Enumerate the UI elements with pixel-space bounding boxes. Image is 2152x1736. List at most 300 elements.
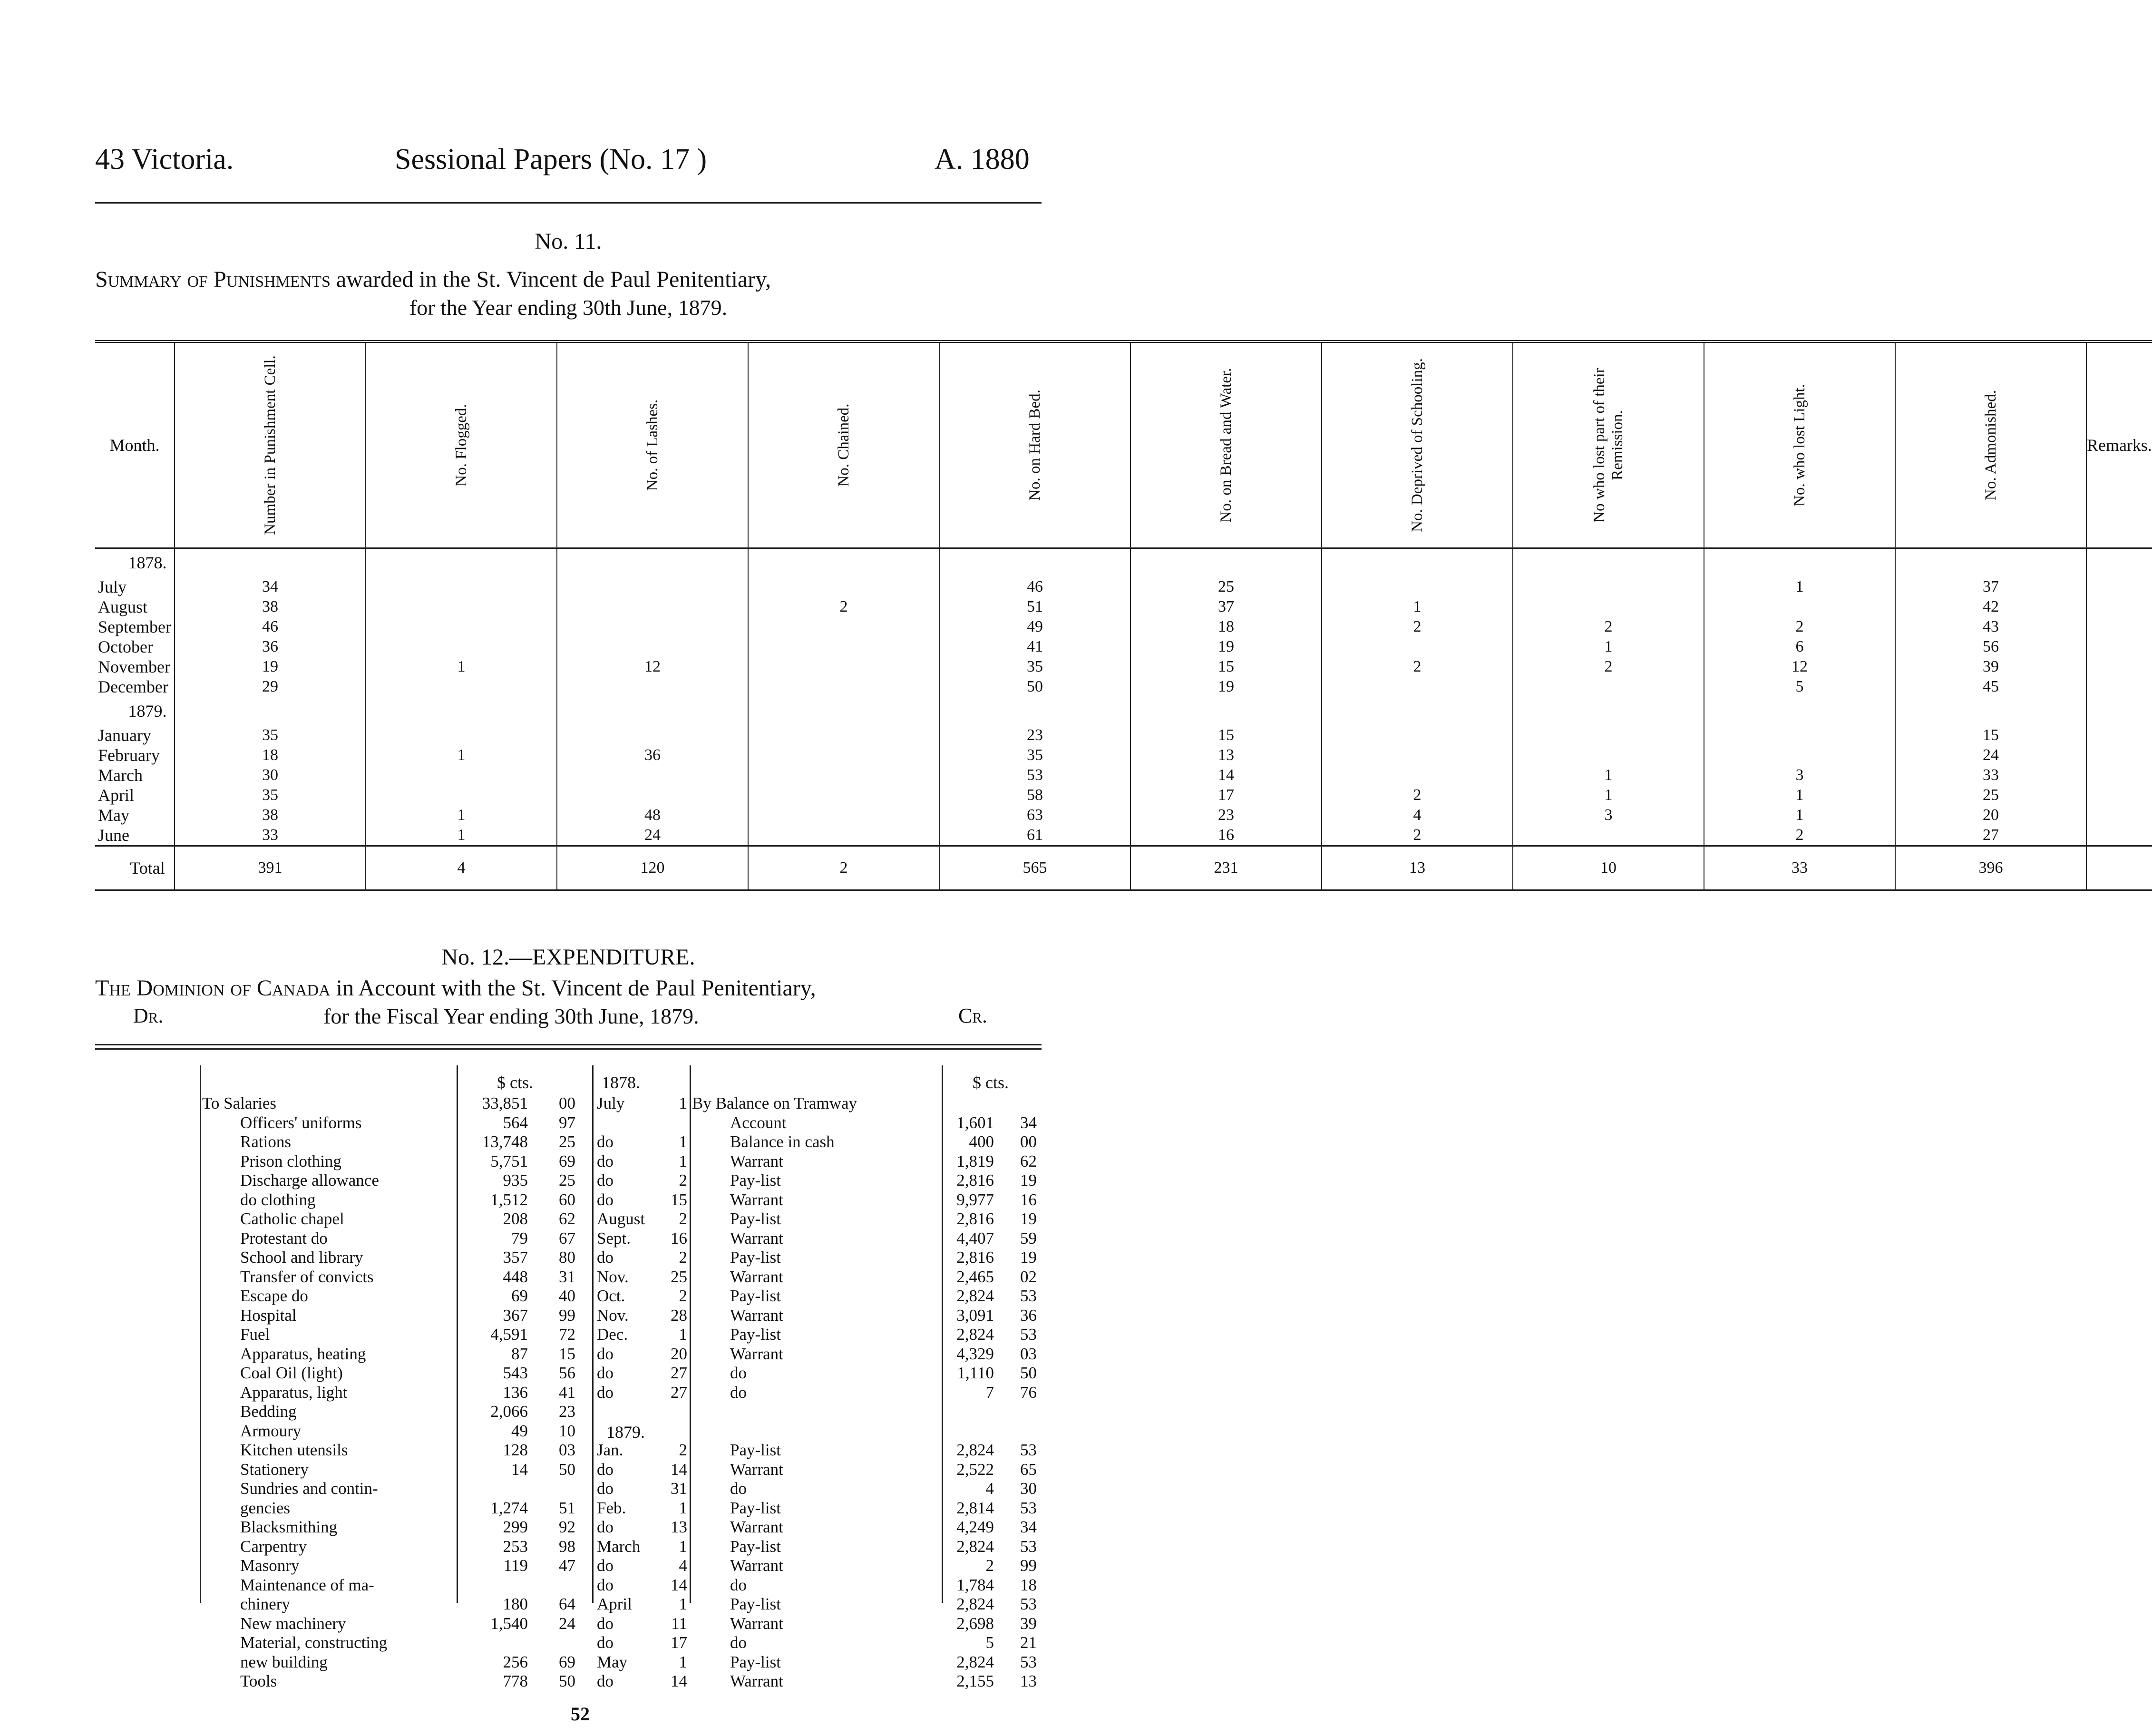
expenditure-title-b: in Account with the St. Vincent de Paul Penitentiary, [336, 975, 816, 1001]
credit-day: 1 [679, 1325, 687, 1344]
credit-day: 16 [671, 1229, 687, 1248]
empty-cell [748, 548, 939, 577]
credit-cents: 76 [1020, 1383, 1037, 1402]
credit-label: Pay-list [730, 1595, 781, 1613]
credit-date: August [597, 1209, 645, 1228]
cr-label: Cr. [958, 1004, 988, 1027]
dr-label: Dr. [133, 1004, 164, 1027]
credit-date: Oct. [597, 1287, 625, 1305]
credit-label: Warrant [730, 1190, 783, 1209]
debit-cents: 56 [559, 1364, 575, 1382]
credit-day: 27 [671, 1383, 687, 1402]
value-cell [557, 677, 748, 697]
value-cell: 42 [1895, 597, 2086, 617]
credit-day: 25 [671, 1267, 687, 1286]
credit-cents: 53 [1020, 1652, 1037, 1671]
credit-day: 2 [679, 1248, 687, 1267]
credit-cents: 21 [1020, 1633, 1037, 1652]
table-row [95, 805, 2152, 825]
credit-day: 14 [671, 1672, 687, 1690]
expenditure-title-c: for the Fiscal Year ending 30th June, 1879. [323, 1004, 699, 1028]
credit-dollars: 2,816 [956, 1171, 994, 1190]
value-cell [1513, 597, 1704, 617]
month-cell: June [95, 825, 175, 846]
month-cell: January [95, 725, 175, 745]
credit-label: Pay-list [730, 1287, 781, 1305]
month-cell: March [95, 765, 175, 785]
debit-dollars: 543 [503, 1364, 528, 1382]
credit-label: Warrant [730, 1267, 783, 1286]
value-cell [748, 577, 939, 597]
total-cell: 10 [1513, 846, 1704, 890]
value-cell: 30 [175, 765, 366, 785]
credit-date: Dec. [597, 1325, 628, 1344]
value-cell: 29 [175, 677, 366, 697]
empty-cell [1895, 548, 2086, 577]
credit-label: Pay-list [730, 1652, 781, 1671]
credit-label: do [730, 1575, 747, 1594]
debit-dollars: 208 [503, 1209, 528, 1228]
value-cell: 35 [175, 725, 366, 745]
credit-day: 14 [671, 1575, 687, 1594]
col-lashes: No. of Lashes. [643, 399, 661, 491]
debit-dollars: 13,748 [482, 1132, 528, 1151]
credit-date: do [597, 1672, 613, 1690]
debit-cents: 69 [559, 1652, 575, 1671]
value-cell: 2 [1513, 617, 1704, 637]
debit-label: chinery [240, 1595, 290, 1613]
credit-day: 2 [679, 1287, 687, 1305]
value-cell [366, 577, 557, 597]
month-cell: May [95, 805, 175, 825]
debit-dollars: 1,540 [490, 1614, 528, 1633]
month-cell: July [95, 577, 175, 597]
value-cell: 6 [1704, 637, 1895, 657]
debit-label: new building [240, 1652, 328, 1671]
debit-cents: 31 [559, 1267, 575, 1286]
debit-label: Tools [240, 1672, 277, 1690]
table-row [95, 657, 2152, 677]
year-1879: 1879. [606, 1423, 645, 1442]
value-cell [366, 765, 557, 785]
credit-label: Pay-list [730, 1325, 781, 1344]
divider [942, 1065, 943, 1603]
credit-dollars: 4,249 [956, 1518, 994, 1536]
remarks-cell [2086, 577, 2152, 597]
credit-dollars: 400 [969, 1132, 994, 1151]
debit-label: New machinery [240, 1614, 346, 1633]
value-cell [748, 637, 939, 657]
credit-dollars: 2,824 [956, 1325, 994, 1344]
debit-label: do clothing [240, 1190, 316, 1209]
value-cell: 33 [175, 825, 366, 846]
empty-cell [1322, 548, 1513, 577]
debit-dollars: 253 [503, 1537, 528, 1556]
credit-label: Warrant [730, 1672, 783, 1690]
credit-date: Nov. [597, 1267, 629, 1286]
credit-cents: 99 [1020, 1556, 1037, 1575]
month-cell: November [95, 657, 175, 677]
value-cell: 46 [175, 617, 366, 637]
table-row [95, 597, 2152, 617]
credit-label: Warrant [730, 1556, 783, 1575]
credit-dollars: 2,814 [956, 1498, 994, 1517]
month-cell: October [95, 637, 175, 657]
credit-day: 2 [679, 1209, 687, 1228]
value-cell: 49 [939, 617, 1130, 637]
debit-dollars: 778 [503, 1672, 528, 1690]
expenditure-heading: No. 12.—EXPENDITURE. [441, 945, 695, 970]
empty-cell [2086, 697, 2152, 725]
credit-label: Warrant [730, 1344, 783, 1363]
value-cell: 1 [1704, 805, 1895, 825]
remarks-cell [2086, 825, 2152, 846]
credit-label: Warrant [730, 1229, 783, 1248]
value-cell [1513, 677, 1704, 697]
debit-label: Blacksmithing [240, 1518, 338, 1536]
credit-date: do [597, 1248, 613, 1267]
value-cell: 1 [366, 825, 557, 846]
credit-label: Warrant [730, 1518, 783, 1536]
empty-cell [557, 548, 748, 577]
value-cell: 4 [1322, 805, 1513, 825]
value-cell: 3 [1513, 805, 1704, 825]
value-cell: 19 [1130, 677, 1322, 697]
debit-label: Apparatus, heating [240, 1344, 366, 1363]
debit-dollars: 180 [503, 1595, 528, 1613]
value-cell: 2 [1322, 617, 1513, 637]
value-cell: 51 [939, 597, 1130, 617]
remarks-cell [2086, 597, 2152, 617]
credit-label: Balance in cash [730, 1132, 835, 1151]
value-cell [557, 637, 748, 657]
debit-label: Maintenance of ma- [240, 1575, 374, 1594]
value-cell: 12 [1704, 657, 1895, 677]
total-cell: 33 [1704, 846, 1895, 890]
debit-label: Carpentry [240, 1537, 307, 1556]
value-cell [557, 785, 748, 805]
credit-day: 11 [671, 1614, 687, 1633]
debit-cents: 25 [559, 1171, 575, 1190]
empty-cell [366, 548, 557, 577]
debit-cents: 23 [559, 1402, 575, 1421]
year-label: 1878. [95, 548, 175, 577]
credit-date: do [597, 1460, 613, 1479]
credit-cents: 53 [1020, 1595, 1037, 1613]
credit-currency-header: $ cts. [973, 1073, 1009, 1092]
debit-dollars: 4,591 [490, 1325, 528, 1344]
value-cell: 38 [175, 597, 366, 617]
debit-dollars: 564 [503, 1113, 528, 1132]
debit-label: To Salaries [202, 1094, 276, 1112]
value-cell: 14 [1130, 765, 1322, 785]
value-cell [748, 725, 939, 745]
remarks-cell [2086, 765, 2152, 785]
debit-dollars: 367 [503, 1306, 528, 1325]
debit-dollars: 128 [503, 1441, 528, 1459]
debit-label: Masonry [240, 1556, 300, 1575]
value-cell: 5 [1704, 677, 1895, 697]
credit-cents: 34 [1020, 1518, 1037, 1536]
table-row [95, 745, 2152, 765]
debit-dollars: 14 [511, 1460, 528, 1479]
empty-cell [748, 697, 939, 725]
debit-currency-header: $ cts. [497, 1073, 533, 1092]
credit-label: do [730, 1479, 747, 1498]
empty-cell [1704, 697, 1895, 725]
value-cell: 39 [1895, 657, 2086, 677]
value-cell [557, 617, 748, 637]
value-cell: 1 [1704, 577, 1895, 597]
col-month: Month. [95, 341, 175, 548]
empty-cell [1130, 697, 1322, 725]
debit-dollars: 49 [511, 1421, 528, 1440]
value-cell: 46 [939, 577, 1130, 597]
remarks-cell [2086, 637, 2152, 657]
debit-cents: 80 [559, 1248, 575, 1267]
table-row [95, 617, 2152, 637]
value-cell: 36 [557, 745, 748, 765]
divider [690, 1065, 691, 1603]
credit-dollars: 4,407 [956, 1229, 994, 1248]
year-row [95, 697, 2152, 725]
credit-cents: 34 [1020, 1113, 1037, 1132]
debit-cents: 92 [559, 1518, 575, 1536]
table-row [95, 725, 2152, 745]
value-cell [1513, 825, 1704, 846]
credit-cents: 53 [1020, 1325, 1037, 1344]
value-cell: 3 [1704, 765, 1895, 785]
value-cell: 23 [1130, 805, 1322, 825]
credit-day: 1 [679, 1537, 687, 1556]
remarks-cell [2086, 785, 2152, 805]
month-cell: February [95, 745, 175, 765]
value-cell [366, 617, 557, 637]
value-cell [748, 805, 939, 825]
debit-label: Officers' uniforms [240, 1113, 362, 1132]
value-cell: 24 [1895, 745, 2086, 765]
value-cell [1322, 745, 1513, 765]
credit-date: do [597, 1171, 613, 1190]
credit-cents: 03 [1020, 1344, 1037, 1363]
value-cell [366, 725, 557, 745]
value-cell: 15 [1895, 725, 2086, 745]
credit-day: 20 [671, 1344, 687, 1363]
credit-cents: 13 [1020, 1672, 1037, 1690]
value-cell: 1 [1513, 637, 1704, 657]
empty-cell [366, 697, 557, 725]
value-cell [1513, 577, 1704, 597]
credit-cents: 18 [1020, 1575, 1037, 1594]
remarks-cell [2086, 617, 2152, 637]
credit-date: May [597, 1652, 628, 1671]
credit-day: 14 [671, 1460, 687, 1479]
credit-cents: 53 [1020, 1287, 1037, 1305]
debit-label: Catholic chapel [240, 1209, 344, 1228]
value-cell: 38 [175, 805, 366, 825]
value-cell: 58 [939, 785, 1130, 805]
remarks-cell [2086, 657, 2152, 677]
summary-title-prefix: Summary of Punishments [95, 267, 331, 292]
debit-label: Fuel [240, 1325, 270, 1344]
month-cell: April [95, 785, 175, 805]
debit-dollars: 448 [503, 1267, 528, 1286]
col-punishment-cell: Number in Punishment Cell. [261, 355, 279, 535]
credit-date: do [597, 1518, 613, 1536]
debit-cents: 50 [559, 1460, 575, 1479]
total-cell: 565 [939, 846, 1130, 890]
value-cell [1704, 725, 1895, 745]
empty-cell [1704, 548, 1895, 577]
debit-label: Stationery [240, 1460, 309, 1479]
value-cell: 18 [1130, 617, 1322, 637]
credit-date: do [597, 1151, 613, 1170]
debit-cents: 41 [559, 1383, 575, 1402]
value-cell: 20 [1895, 805, 2086, 825]
credit-label: Account [730, 1113, 787, 1132]
credit-day: 17 [671, 1633, 687, 1652]
value-cell: 50 [939, 677, 1130, 697]
credit-dollars: 2,824 [956, 1441, 994, 1459]
credit-dollars: 4,329 [956, 1344, 994, 1363]
value-cell: 1 [366, 745, 557, 765]
debit-cents: 00 [559, 1094, 575, 1112]
credit-cents: 36 [1020, 1306, 1037, 1325]
value-cell: 1 [1322, 597, 1513, 617]
value-cell [366, 785, 557, 805]
credit-dollars: 1,819 [956, 1151, 994, 1170]
summary-title-rest: awarded in the St. Vincent de Paul Penitentiary, [336, 267, 771, 292]
credit-day: 1 [679, 1652, 687, 1671]
value-cell: 37 [1130, 597, 1322, 617]
value-cell: 45 [1895, 677, 2086, 697]
value-cell: 24 [557, 825, 748, 846]
debit-dollars: 119 [503, 1556, 528, 1575]
value-cell [748, 745, 939, 765]
value-cell [1704, 745, 1895, 765]
value-cell [1322, 637, 1513, 657]
credit-cents: 53 [1020, 1441, 1037, 1459]
credit-label: Pay-list [730, 1248, 781, 1267]
summary-table [95, 340, 2152, 891]
debit-dollars: 1,512 [490, 1190, 528, 1209]
value-cell: 12 [557, 657, 748, 677]
credit-label: do [730, 1383, 747, 1402]
credit-date: do [597, 1556, 613, 1575]
total-row [95, 846, 2152, 890]
month-cell: August [95, 597, 175, 617]
credit-dollars: 1,110 [957, 1364, 994, 1382]
credit-day: 13 [671, 1518, 687, 1536]
expenditure-title [95, 975, 816, 1001]
credit-cents: 16 [1020, 1190, 1037, 1209]
value-cell [557, 765, 748, 785]
credit-cents: 53 [1020, 1537, 1037, 1556]
debit-dollars: 935 [503, 1171, 528, 1190]
debit-dollars: 2,066 [490, 1402, 528, 1421]
value-cell [748, 785, 939, 805]
credit-date: do [597, 1614, 613, 1633]
debit-label: Prison clothing [240, 1151, 341, 1170]
credit-cents: 30 [1020, 1479, 1037, 1498]
value-cell [1322, 765, 1513, 785]
debit-label: Sundries and contin- [240, 1479, 378, 1498]
col-remarks: Remarks. [2086, 436, 2152, 455]
value-cell [557, 725, 748, 745]
credit-cents: 02 [1020, 1267, 1037, 1286]
value-cell [748, 617, 939, 637]
expenditure-title-a: The Dominion of Canada [95, 975, 331, 1001]
total-cell: 13 [1322, 846, 1513, 890]
value-cell: 2 [1322, 785, 1513, 805]
value-cell: 15 [1130, 657, 1322, 677]
credit-day: 1 [679, 1132, 687, 1151]
credit-dollars: 2,155 [956, 1672, 994, 1690]
debit-cents: 40 [559, 1287, 575, 1305]
credit-dollars: 7 [985, 1383, 994, 1402]
value-cell [748, 765, 939, 785]
debit-cents: 69 [559, 1151, 575, 1170]
debit-dollars: 87 [511, 1344, 528, 1363]
debit-label: Hospital [240, 1306, 297, 1325]
month-cell: December [95, 677, 175, 697]
debit-dollars: 33,851 [482, 1094, 528, 1112]
table-row [95, 677, 2152, 697]
value-cell: 56 [1895, 637, 2086, 657]
credit-dollars: 2,522 [956, 1460, 994, 1479]
total-cell: 120 [557, 846, 748, 890]
credit-dollars: 5 [985, 1633, 994, 1652]
value-cell: 2 [1322, 825, 1513, 846]
value-cell: 23 [939, 725, 1130, 745]
value-cell: 34 [175, 577, 366, 597]
empty-cell [1322, 697, 1513, 725]
value-cell: 13 [1130, 745, 1322, 765]
empty-cell [939, 697, 1130, 725]
credit-day: 1 [679, 1151, 687, 1170]
credit-day: 27 [671, 1364, 687, 1382]
debit-dollars: 69 [511, 1287, 528, 1305]
credit-cents: 19 [1020, 1209, 1037, 1228]
credit-dollars: 2,824 [956, 1287, 994, 1305]
credit-date: Jan. [597, 1441, 623, 1459]
value-cell [1322, 725, 1513, 745]
credit-cents: 62 [1020, 1151, 1037, 1170]
remarks-cell [2086, 725, 2152, 745]
divider [592, 1065, 594, 1603]
value-cell: 35 [175, 785, 366, 805]
value-cell: 16 [1130, 825, 1322, 846]
credit-dollars: 1,784 [956, 1575, 994, 1594]
table-row [95, 637, 2152, 657]
credit-label: Pay-list [730, 1441, 781, 1459]
value-cell: 48 [557, 805, 748, 825]
credit-label: Pay-list [730, 1498, 781, 1517]
value-cell: 2 [1322, 657, 1513, 677]
value-cell [557, 577, 748, 597]
credit-date: do [597, 1132, 613, 1151]
credit-label: Pay-list [730, 1171, 781, 1190]
value-cell [366, 677, 557, 697]
debit-cents: 67 [559, 1229, 575, 1248]
value-cell: 33 [1895, 765, 2086, 785]
credit-label: Pay-list [730, 1209, 781, 1228]
value-cell: 37 [1895, 577, 2086, 597]
credit-cents: 19 [1020, 1171, 1037, 1190]
credit-cents: 39 [1020, 1614, 1037, 1633]
debit-cents: 51 [559, 1498, 575, 1517]
value-cell: 36 [175, 637, 366, 657]
